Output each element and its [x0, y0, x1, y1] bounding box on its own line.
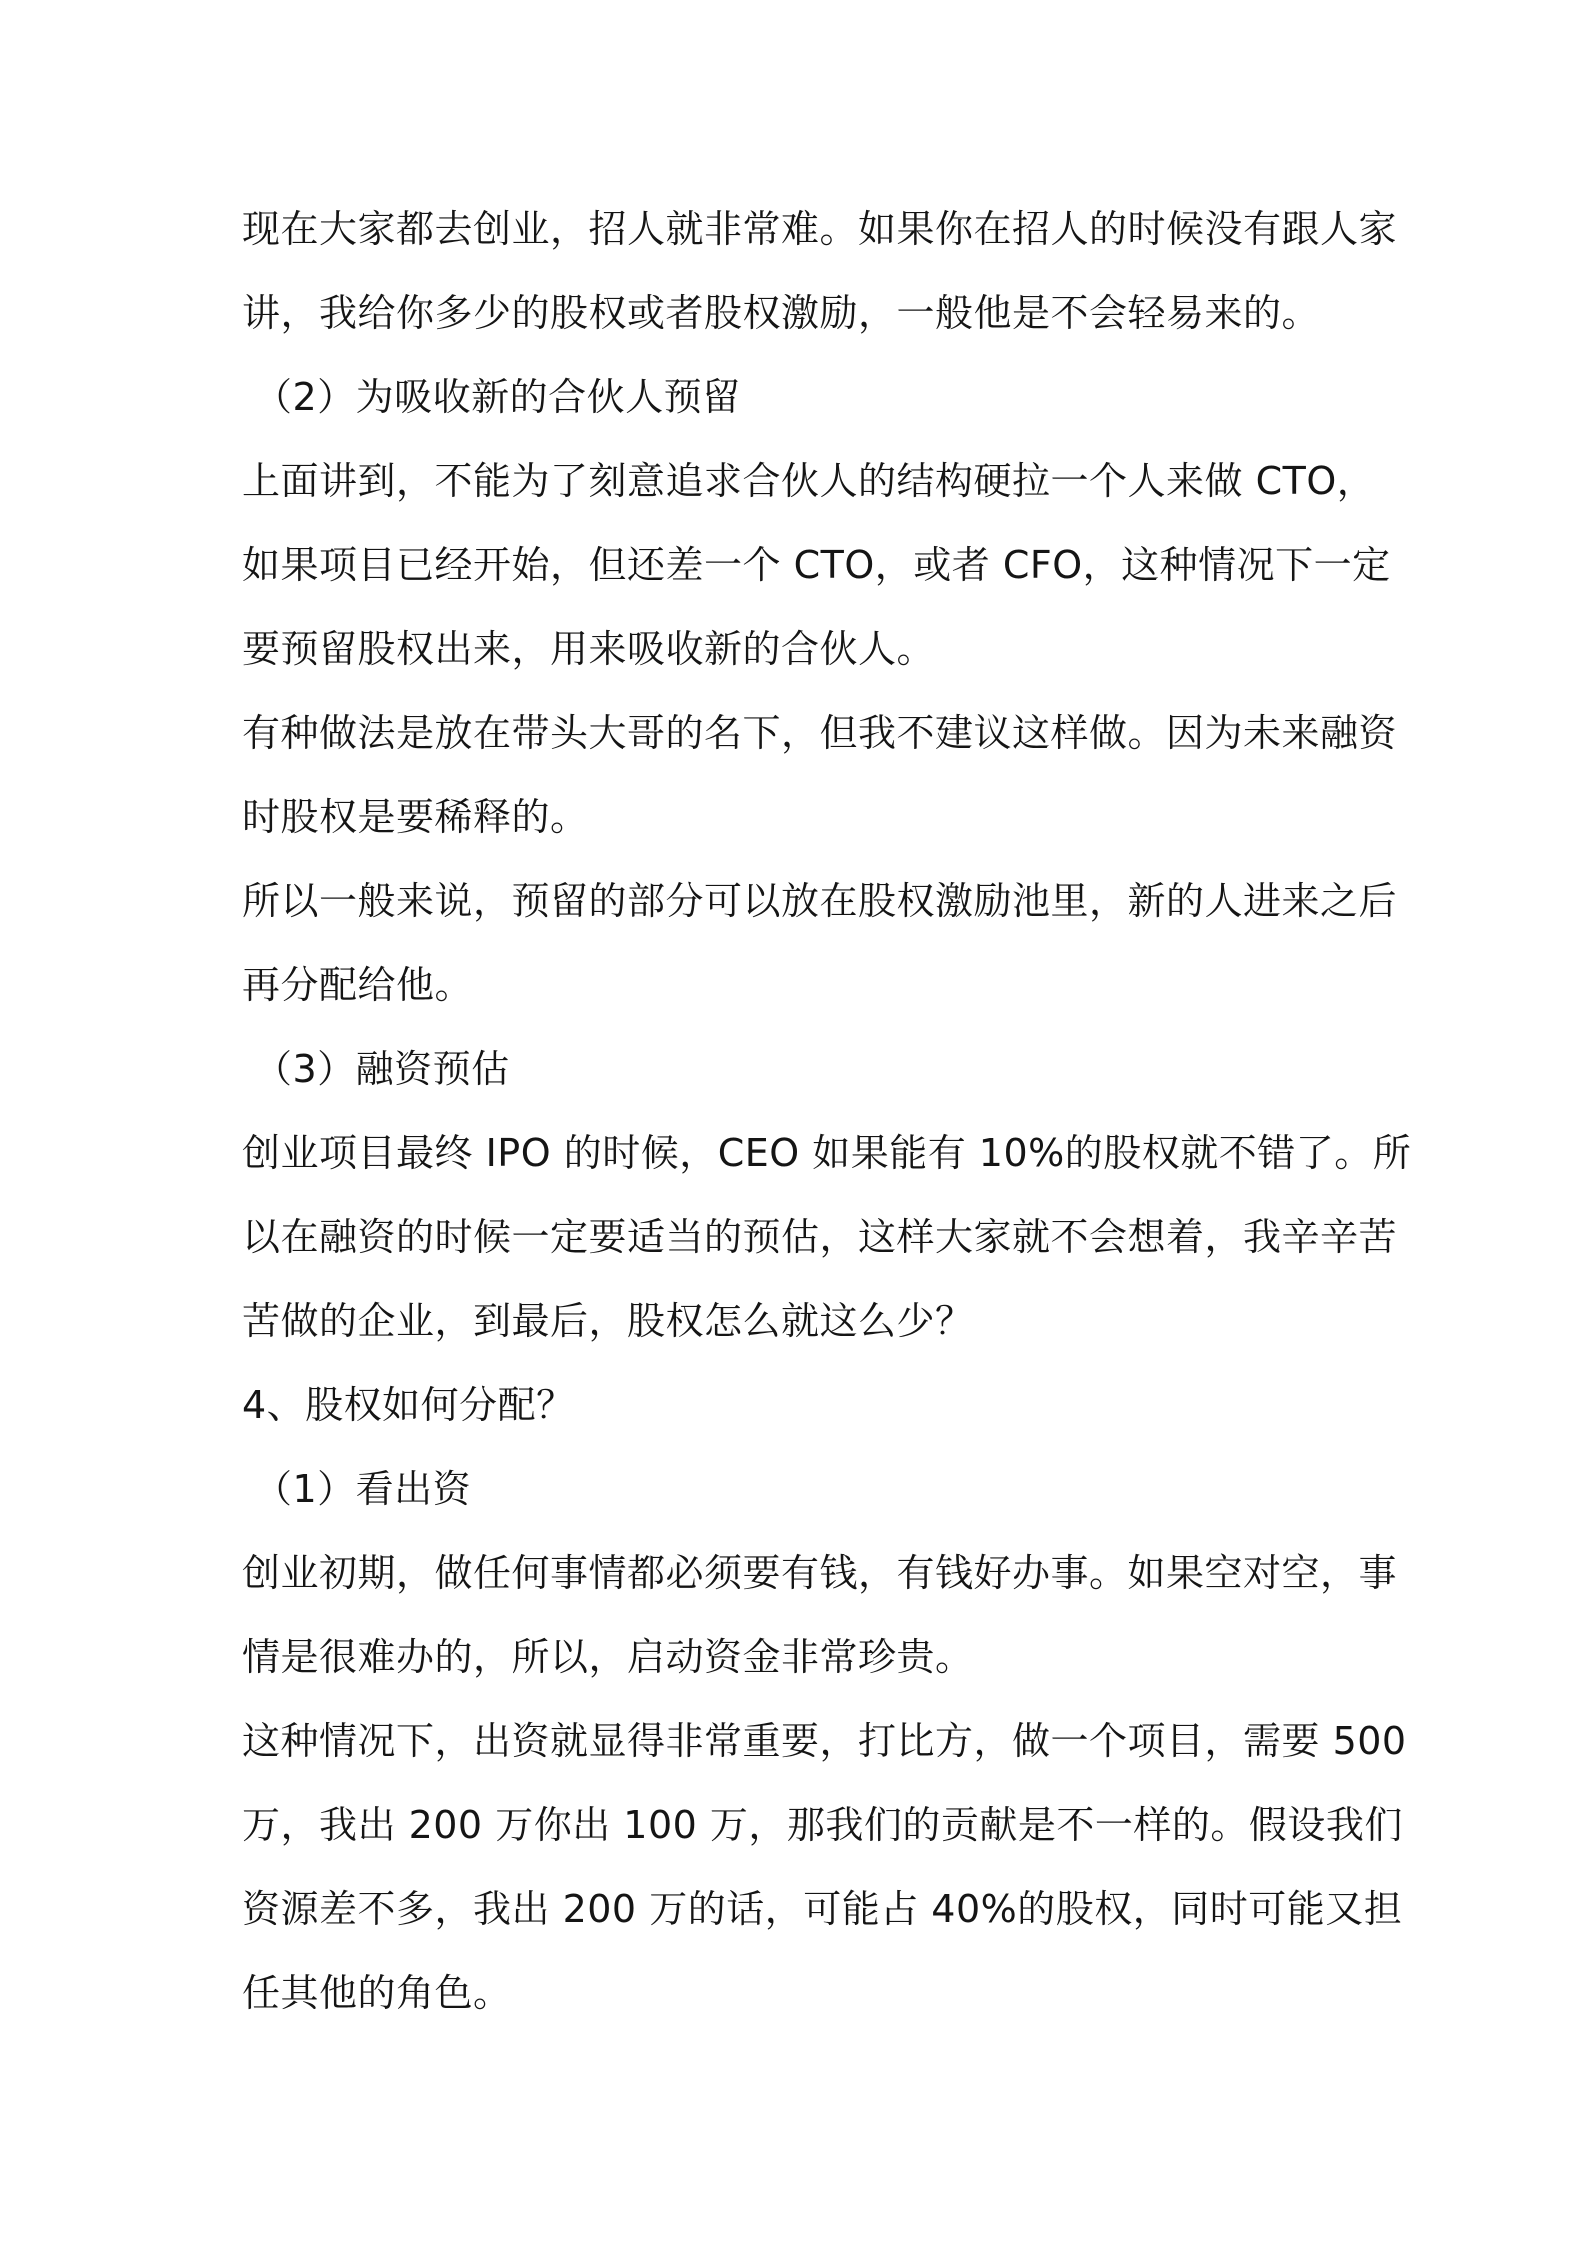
paragraph-line: 资源差不多，我出 200 万的话，可能占 40%的股权，同时可能又担	[242, 1887, 1403, 1931]
section-heading: 4、股权如何分配？	[242, 1383, 575, 1427]
paragraph-line: 讲，我给你多少的股权或者股权激励，一般他是不会轻易来的。	[242, 291, 1321, 335]
paragraph-line: 创业初期，做任何事情都必须要有钱，有钱好办事。如果空对空，事	[242, 1551, 1398, 1595]
paragraph-line: 这种情况下，出资就显得非常重要，打比方，做一个项目，需要 500	[242, 1719, 1407, 1763]
paragraph-line: 苦做的企业，到最后，股权怎么就这么少？	[242, 1299, 974, 1343]
subsection-heading: （3）融资预估	[254, 1047, 510, 1091]
paragraph-line: 以在融资的时候一定要适当的预估，这样大家就不会想着，我辛辛苦	[242, 1215, 1398, 1259]
paragraph-line: 创业项目最终 IPO 的时候，CEO 如果能有 10%的股权就不错了。所	[242, 1131, 1412, 1175]
paragraph-line: 要预留股权出来，用来吸收新的合伙人。	[242, 627, 936, 671]
subsection-heading: （1）看出资	[254, 1467, 472, 1511]
paragraph-line: 万，我出 200 万你出 100 万，那我们的贡献是不一样的。假设我们	[242, 1803, 1403, 1847]
paragraph-line: 所以一般来说，预留的部分可以放在股权激励池里，新的人进来之后	[242, 879, 1398, 923]
subsection-heading: （2）为吸收新的合伙人预留	[254, 375, 741, 419]
paragraph-line: 再分配给他。	[242, 963, 474, 1007]
paragraph-line: 时股权是要稀释的。	[242, 795, 589, 839]
paragraph-line: 任其他的角色。	[242, 1971, 512, 2015]
paragraph-line: 有种做法是放在带头大哥的名下，但我不建议这样做。因为未来融资	[242, 711, 1398, 755]
paragraph-line: 现在大家都去创业，招人就非常难。如果你在招人的时候没有跟人家	[242, 207, 1398, 251]
paragraph-line: 情是很难办的，所以，启动资金非常珍贵。	[242, 1635, 974, 1679]
paragraph-line: 如果项目已经开始，但还差一个 CTO，或者 CFO，这种情况下一定	[242, 543, 1391, 587]
paragraph-line: 上面讲到，不能为了刻意追求合伙人的结构硬拉一个人来做 CTO，	[242, 459, 1376, 503]
